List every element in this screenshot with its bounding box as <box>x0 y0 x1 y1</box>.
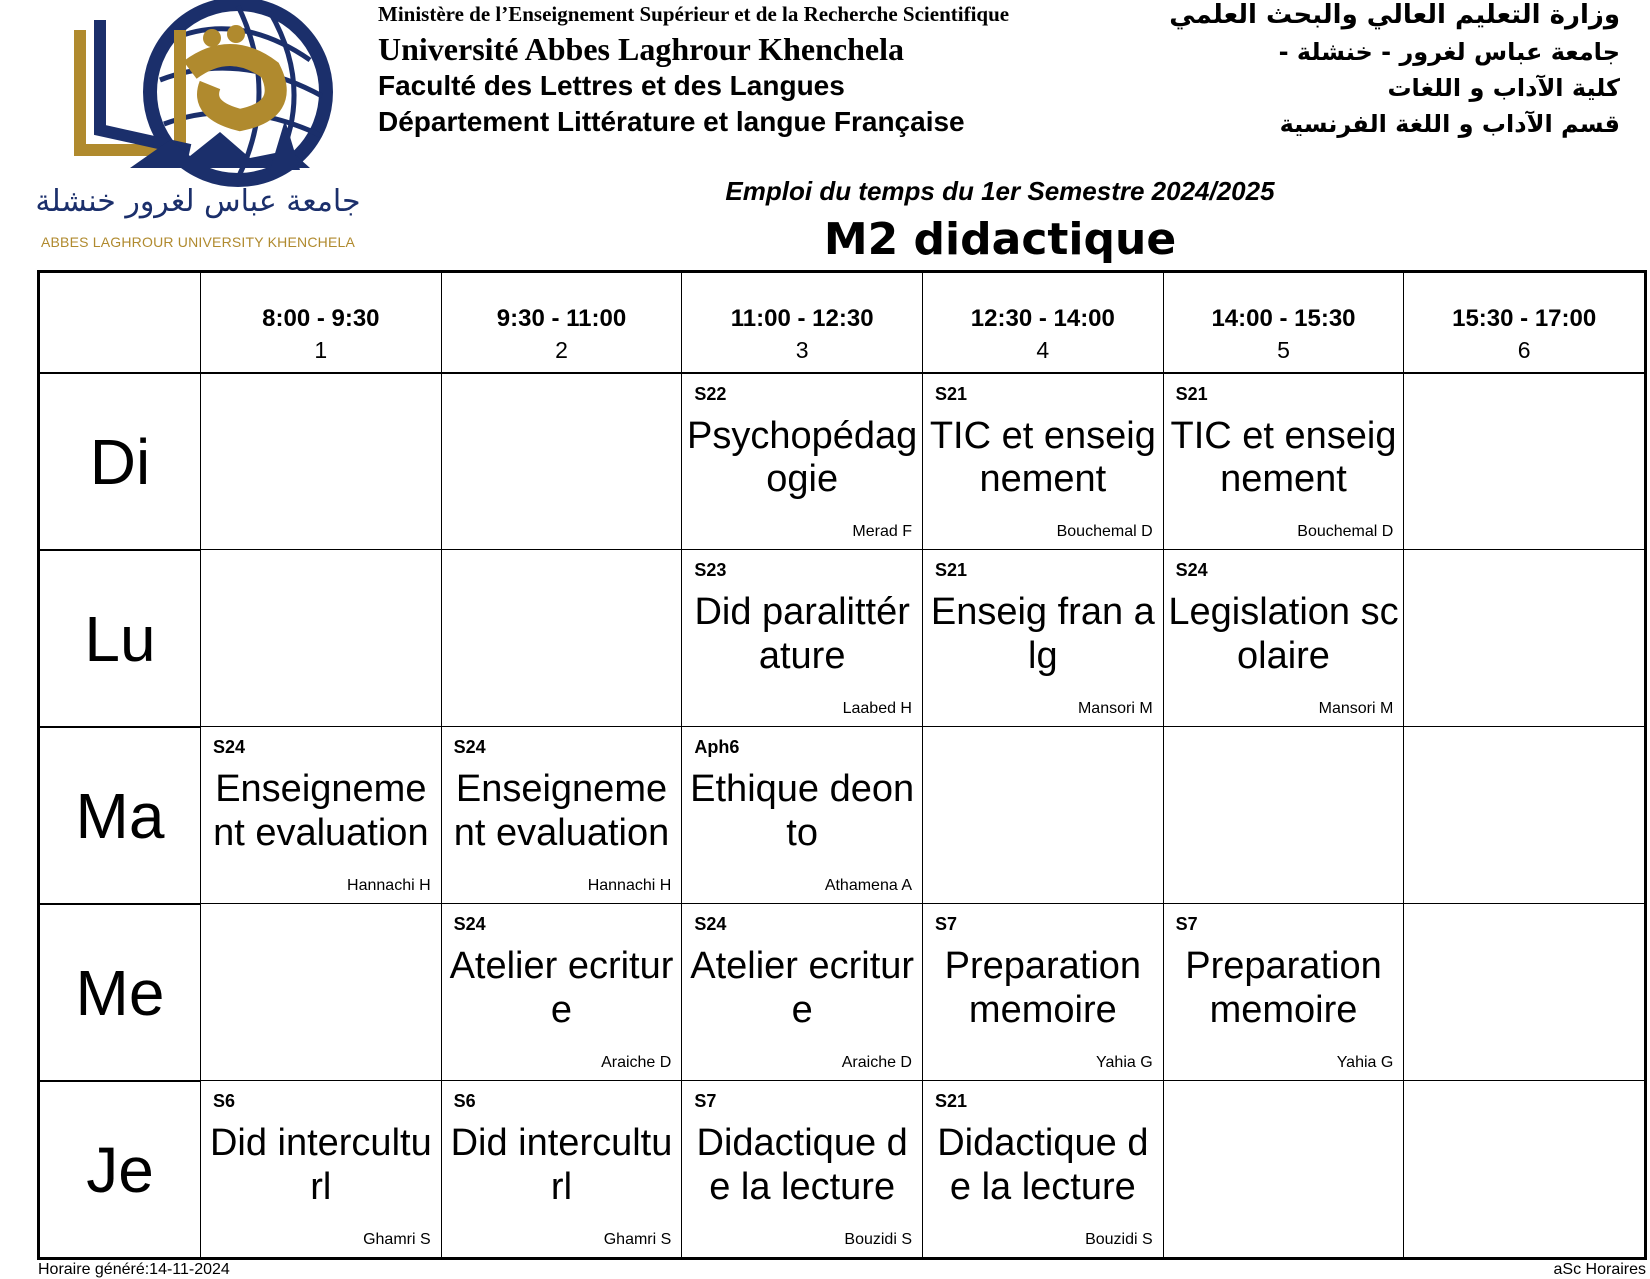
teacher-name: Athamena A <box>824 877 912 894</box>
teacher-name: Araiche D <box>601 1054 672 1071</box>
course-name: Did interculturl <box>450 1121 673 1208</box>
room-code: S7 <box>935 914 958 934</box>
empty-cell <box>1163 1080 1404 1257</box>
session-cell <box>681 549 922 726</box>
room-code: S7 <box>1175 914 1198 934</box>
course-name: Did paralittérature <box>694 590 910 677</box>
faculty-fr: Faculté des Lettres et des Langues <box>378 70 845 101</box>
slot-header <box>200 273 441 372</box>
slot-header <box>1163 273 1404 372</box>
room-code: S23 <box>694 560 727 580</box>
session-cell <box>200 1080 441 1257</box>
empty-cell <box>1403 549 1644 726</box>
generated-date: Horaire généré:14-11-2024 <box>38 1261 230 1278</box>
slot-time: 12:30 - 14:00 <box>970 305 1115 332</box>
day-label: Me <box>75 956 165 1029</box>
teacher-name: Ghamri S <box>363 1231 431 1248</box>
ministry-fr: Ministère de l’Enseignement Supérieur et de la Recherche Scientifique <box>378 2 1010 26</box>
room-code: S24 <box>453 914 486 934</box>
room-code: S21 <box>935 1091 968 1111</box>
empty-cell <box>1403 726 1644 903</box>
session-cell <box>441 726 682 903</box>
room-code: S24 <box>453 737 486 757</box>
course-name: Atelier ecriture <box>449 944 674 1031</box>
teacher-name: Bouzidi S <box>1085 1231 1153 1248</box>
room-code: S24 <box>213 737 246 757</box>
slot-header <box>681 273 922 372</box>
empty-cell <box>1403 1080 1644 1257</box>
day-label: Di <box>89 425 151 498</box>
teacher-name: Mansori M <box>1318 700 1394 717</box>
day-label-cell <box>40 726 200 903</box>
day-label: Je <box>86 1133 154 1206</box>
session-cell <box>922 549 1163 726</box>
ministry-ar: وزارة التعليم العالي والبحث العلمي <box>1169 0 1620 30</box>
slot-number: 5 <box>1277 337 1290 363</box>
empty-cell <box>441 549 682 726</box>
teacher-name: Yahia G <box>1336 1054 1394 1071</box>
room-code: S24 <box>694 914 727 934</box>
session-cell <box>681 903 922 1080</box>
day-label-cell <box>40 903 200 1080</box>
room-code: S6 <box>213 1091 236 1111</box>
teacher-name: Hannachi H <box>347 877 431 894</box>
slot-number: 6 <box>1517 337 1531 363</box>
session-cell <box>922 903 1163 1080</box>
course-name: Legislation scolaire <box>1168 590 1399 677</box>
faculty-ar: كلية الآداب و اللغات <box>1387 74 1620 102</box>
course-name: Enseig fran alg <box>930 590 1155 677</box>
corner-cell <box>40 273 200 372</box>
department-ar: قسم الآداب و اللغة الفرنسية <box>1279 110 1620 138</box>
empty-cell <box>1163 726 1404 903</box>
slot-time: 14:00 - 15:30 <box>1211 305 1356 332</box>
teacher-name: Bouzidi S <box>844 1231 912 1248</box>
session-cell <box>441 903 682 1080</box>
slot-header <box>922 273 1163 372</box>
day-label: Ma <box>75 779 165 852</box>
room-code: S22 <box>694 384 727 404</box>
teacher-name: Bouchemal D <box>1056 523 1153 540</box>
slot-number: 4 <box>1036 337 1050 363</box>
slot-number: 1 <box>314 337 328 363</box>
teacher-name: Bouchemal D <box>1297 523 1394 540</box>
room-code: S21 <box>935 384 968 404</box>
session-cell <box>1163 372 1404 549</box>
room-code: S24 <box>1175 560 1208 580</box>
arabic-institution-header <box>1169 0 1620 138</box>
slot-time: 15:30 - 17:00 <box>1452 305 1597 332</box>
logo-latin-text: ABBES LAGHROUR UNIVERSITY KHENCHELA <box>40 234 356 250</box>
timetable-grid <box>37 270 1647 1260</box>
university-logo <box>22 0 362 255</box>
session-cell <box>441 1080 682 1257</box>
empty-cell <box>1403 372 1644 549</box>
course-name: Enseignement evaluation <box>213 767 429 854</box>
course-name: TIC et enseignement <box>929 414 1156 501</box>
session-cell <box>922 372 1163 549</box>
room-code: S6 <box>453 1091 476 1111</box>
slot-number: 3 <box>795 337 809 363</box>
day-label-cell <box>40 549 200 726</box>
teacher-name: Araiche D <box>841 1054 912 1071</box>
page-title: M2 didactique <box>823 214 1177 265</box>
session-cell <box>681 1080 922 1257</box>
course-name: Ethique deonto <box>690 767 915 854</box>
department-fr: Département Littérature et langue Française <box>378 106 965 137</box>
session-cell <box>1163 903 1404 1080</box>
teacher-name: Ghamri S <box>603 1231 672 1248</box>
session-cell <box>681 372 922 549</box>
course-name: Did interculturl <box>209 1121 432 1208</box>
teacher-name: Hannachi H <box>587 877 672 894</box>
empty-cell <box>200 903 441 1080</box>
teacher-name: Mansori M <box>1077 700 1153 717</box>
day-label: Lu <box>84 602 156 675</box>
university-ar: جامعة عباس لغرور - خنشلة - <box>1278 38 1620 66</box>
slot-number: 2 <box>555 337 568 363</box>
slot-time: 11:00 - 12:30 <box>730 305 874 332</box>
session-cell <box>200 726 441 903</box>
empty-cell <box>200 372 441 549</box>
course-name: Psychopédagogie <box>687 414 918 501</box>
logo-arabic-text: جامعة عباس لغرور خنشلة <box>35 184 361 219</box>
course-name: Preparation memoire <box>1185 944 1382 1031</box>
teacher-name: Yahia G <box>1096 1054 1153 1071</box>
day-label-cell <box>40 1080 200 1257</box>
course-name: Atelier ecriture <box>690 944 915 1031</box>
course-name: Didactique de la lecture <box>696 1121 908 1208</box>
empty-cell <box>200 549 441 726</box>
university-fr: Université Abbes Laghrour Khenchela <box>378 31 904 67</box>
teacher-name: Laabed H <box>842 700 912 717</box>
room-code: S21 <box>935 560 968 580</box>
empty-cell <box>1403 903 1644 1080</box>
empty-cell <box>922 726 1163 903</box>
empty-cell <box>441 372 682 549</box>
room-code: S7 <box>694 1091 717 1111</box>
course-name: Didactique de la lecture <box>937 1121 1149 1208</box>
session-cell <box>681 726 922 903</box>
slot-header <box>1403 273 1644 372</box>
slot-time: 8:00 - 9:30 <box>262 305 380 332</box>
room-code: Aph6 <box>694 737 740 757</box>
session-cell <box>1163 549 1404 726</box>
session-cell <box>922 1080 1163 1257</box>
course-name: TIC et enseignement <box>1170 414 1397 501</box>
course-name: Preparation memoire <box>944 944 1142 1031</box>
software-credit: aSc Horaires <box>1553 1261 1646 1278</box>
teacher-name: Merad F <box>852 523 912 540</box>
room-code: S21 <box>1175 384 1208 404</box>
course-name: Enseignement evaluation <box>453 767 670 854</box>
timetable-subtitle: Emploi du temps du 1er Semestre 2024/2025 <box>725 176 1275 206</box>
french-institution-header <box>378 4 1138 136</box>
slot-header <box>441 273 682 372</box>
university-emblem-icon <box>60 0 350 190</box>
slot-time: 9:30 - 11:00 <box>496 305 627 332</box>
day-label-cell <box>40 372 200 549</box>
